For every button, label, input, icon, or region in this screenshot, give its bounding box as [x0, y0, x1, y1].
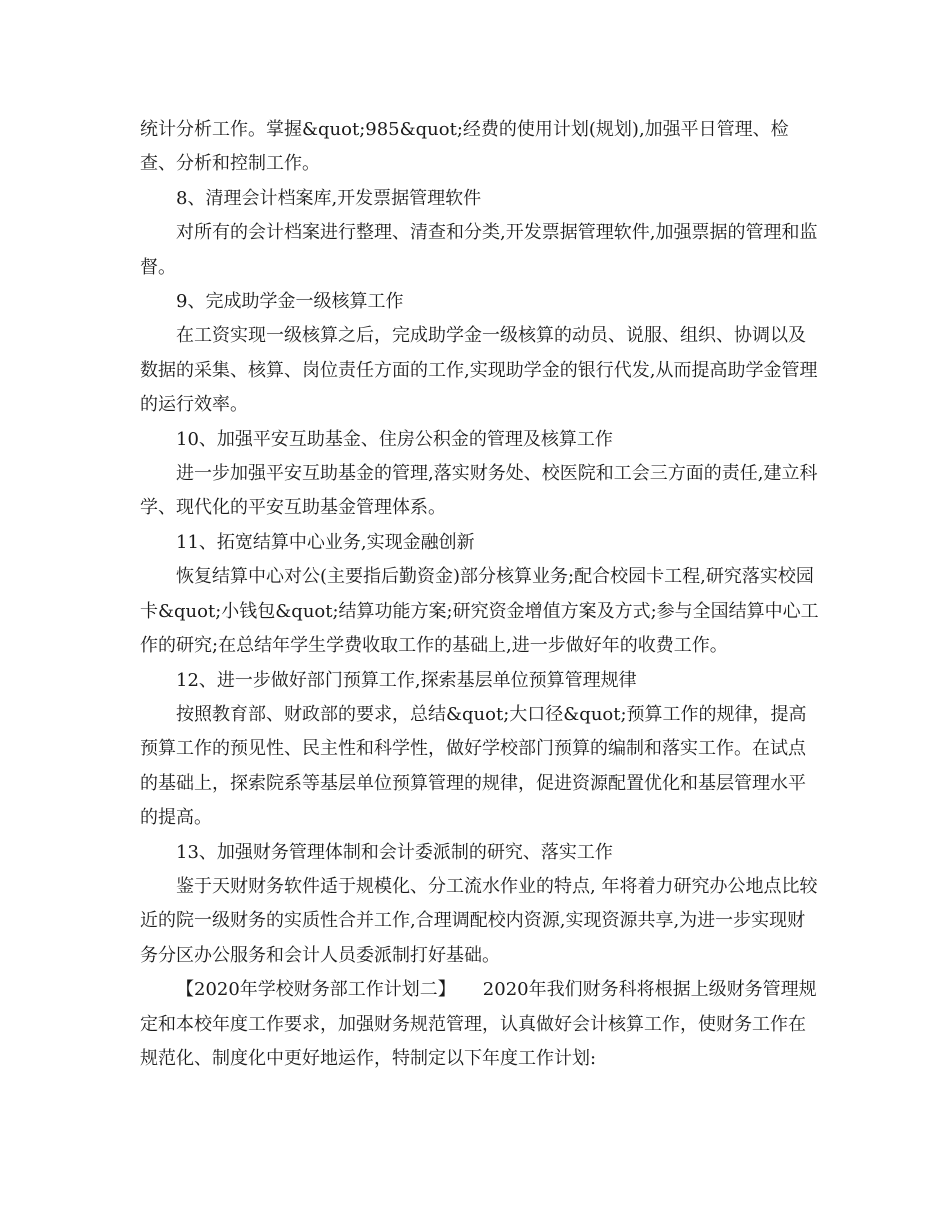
paragraph-item-10: 进一步加强平安互助基金的管理,落实财务处、校医院和工会三方面的责任,建立科学、现代化的平安互助基金管理体系。	[140, 463, 818, 519]
heading-item-9: 9、完成助学金一级核算工作	[176, 291, 404, 313]
paragraph-item-12: 按照教育部、财政部的要求，总结&quot;大口径&quot;预算工作的规律，提高预算工作的预见性、民主性和科学性，做好学校部门预算的编制和落实工作。在试点的基础上，探索院系等基层单位预算管理的规律，促进资源配置优化和基层管理水平的提高。	[140, 703, 807, 829]
paragraph-plan-two: 【2020年学校财务部工作计划二】 2020年我们财务科将根据上级财务管理规定和本校年度工作要求，加强财务规范管理，认真做好会计核算工作，使财务工作在规范化、制度化中更好地运作，特制定以下年度工作计划:	[140, 979, 817, 1069]
paragraph-item-11: 恢复结算中心对公(主要指后勤资金)部分核算业务;配合校园卡工程,研究落实校园卡&quot;小钱包&quot;结算功能方案;研究资金增值方案及方式;参与全国结算中心工作的研究;在总结年学生学费收取工作的基础上,进一步做好年的收费工作。	[140, 566, 819, 657]
heading-item-8: 8、清理会计档案库,开发票据管理软件	[176, 187, 482, 209]
heading-item-10: 10、加强平安互助基金、住房公积金的管理及核算工作	[176, 428, 613, 450]
heading-item-11: 11、拓宽结算中心业务,实现金融创新	[176, 531, 475, 553]
paragraph-item-8: 对所有的会计档案进行整理、清查和分类,开发票据管理软件,加强票据的管理和监督。	[140, 222, 818, 278]
document-body	[140, 113, 820, 1076]
heading-item-12: 12、进一步做好部门预算工作,探索基层单位预算管理规律	[176, 669, 637, 691]
heading-item-13: 13、加强财务管理体制和会计委派制的研究、落实工作	[176, 841, 613, 863]
paragraph-1: 统计分析工作。掌握&quot;985&quot;经费的使用计划(规划),加强平日管理、检查、分析和控制工作。	[140, 119, 789, 175]
paragraph-item-9: 在工资实现一级核算之后，完成助学金一级核算的动员、说服、组织、协调以及数据的采集、核算、岗位责任方面的工作,实现助学金的银行代发,从而提高助学金管理的运行效率。	[140, 325, 818, 416]
paragraph-item-13: 鉴于天财财务软件适于规模化、分工流水作业的特点, 年将着力研究办公地点比较近的院一级财务的实质性合并工作,合理调配校内资源,实现资源共享,为进一步实现财务分区办公服务和会计人员委派制打好基础。	[140, 875, 818, 966]
